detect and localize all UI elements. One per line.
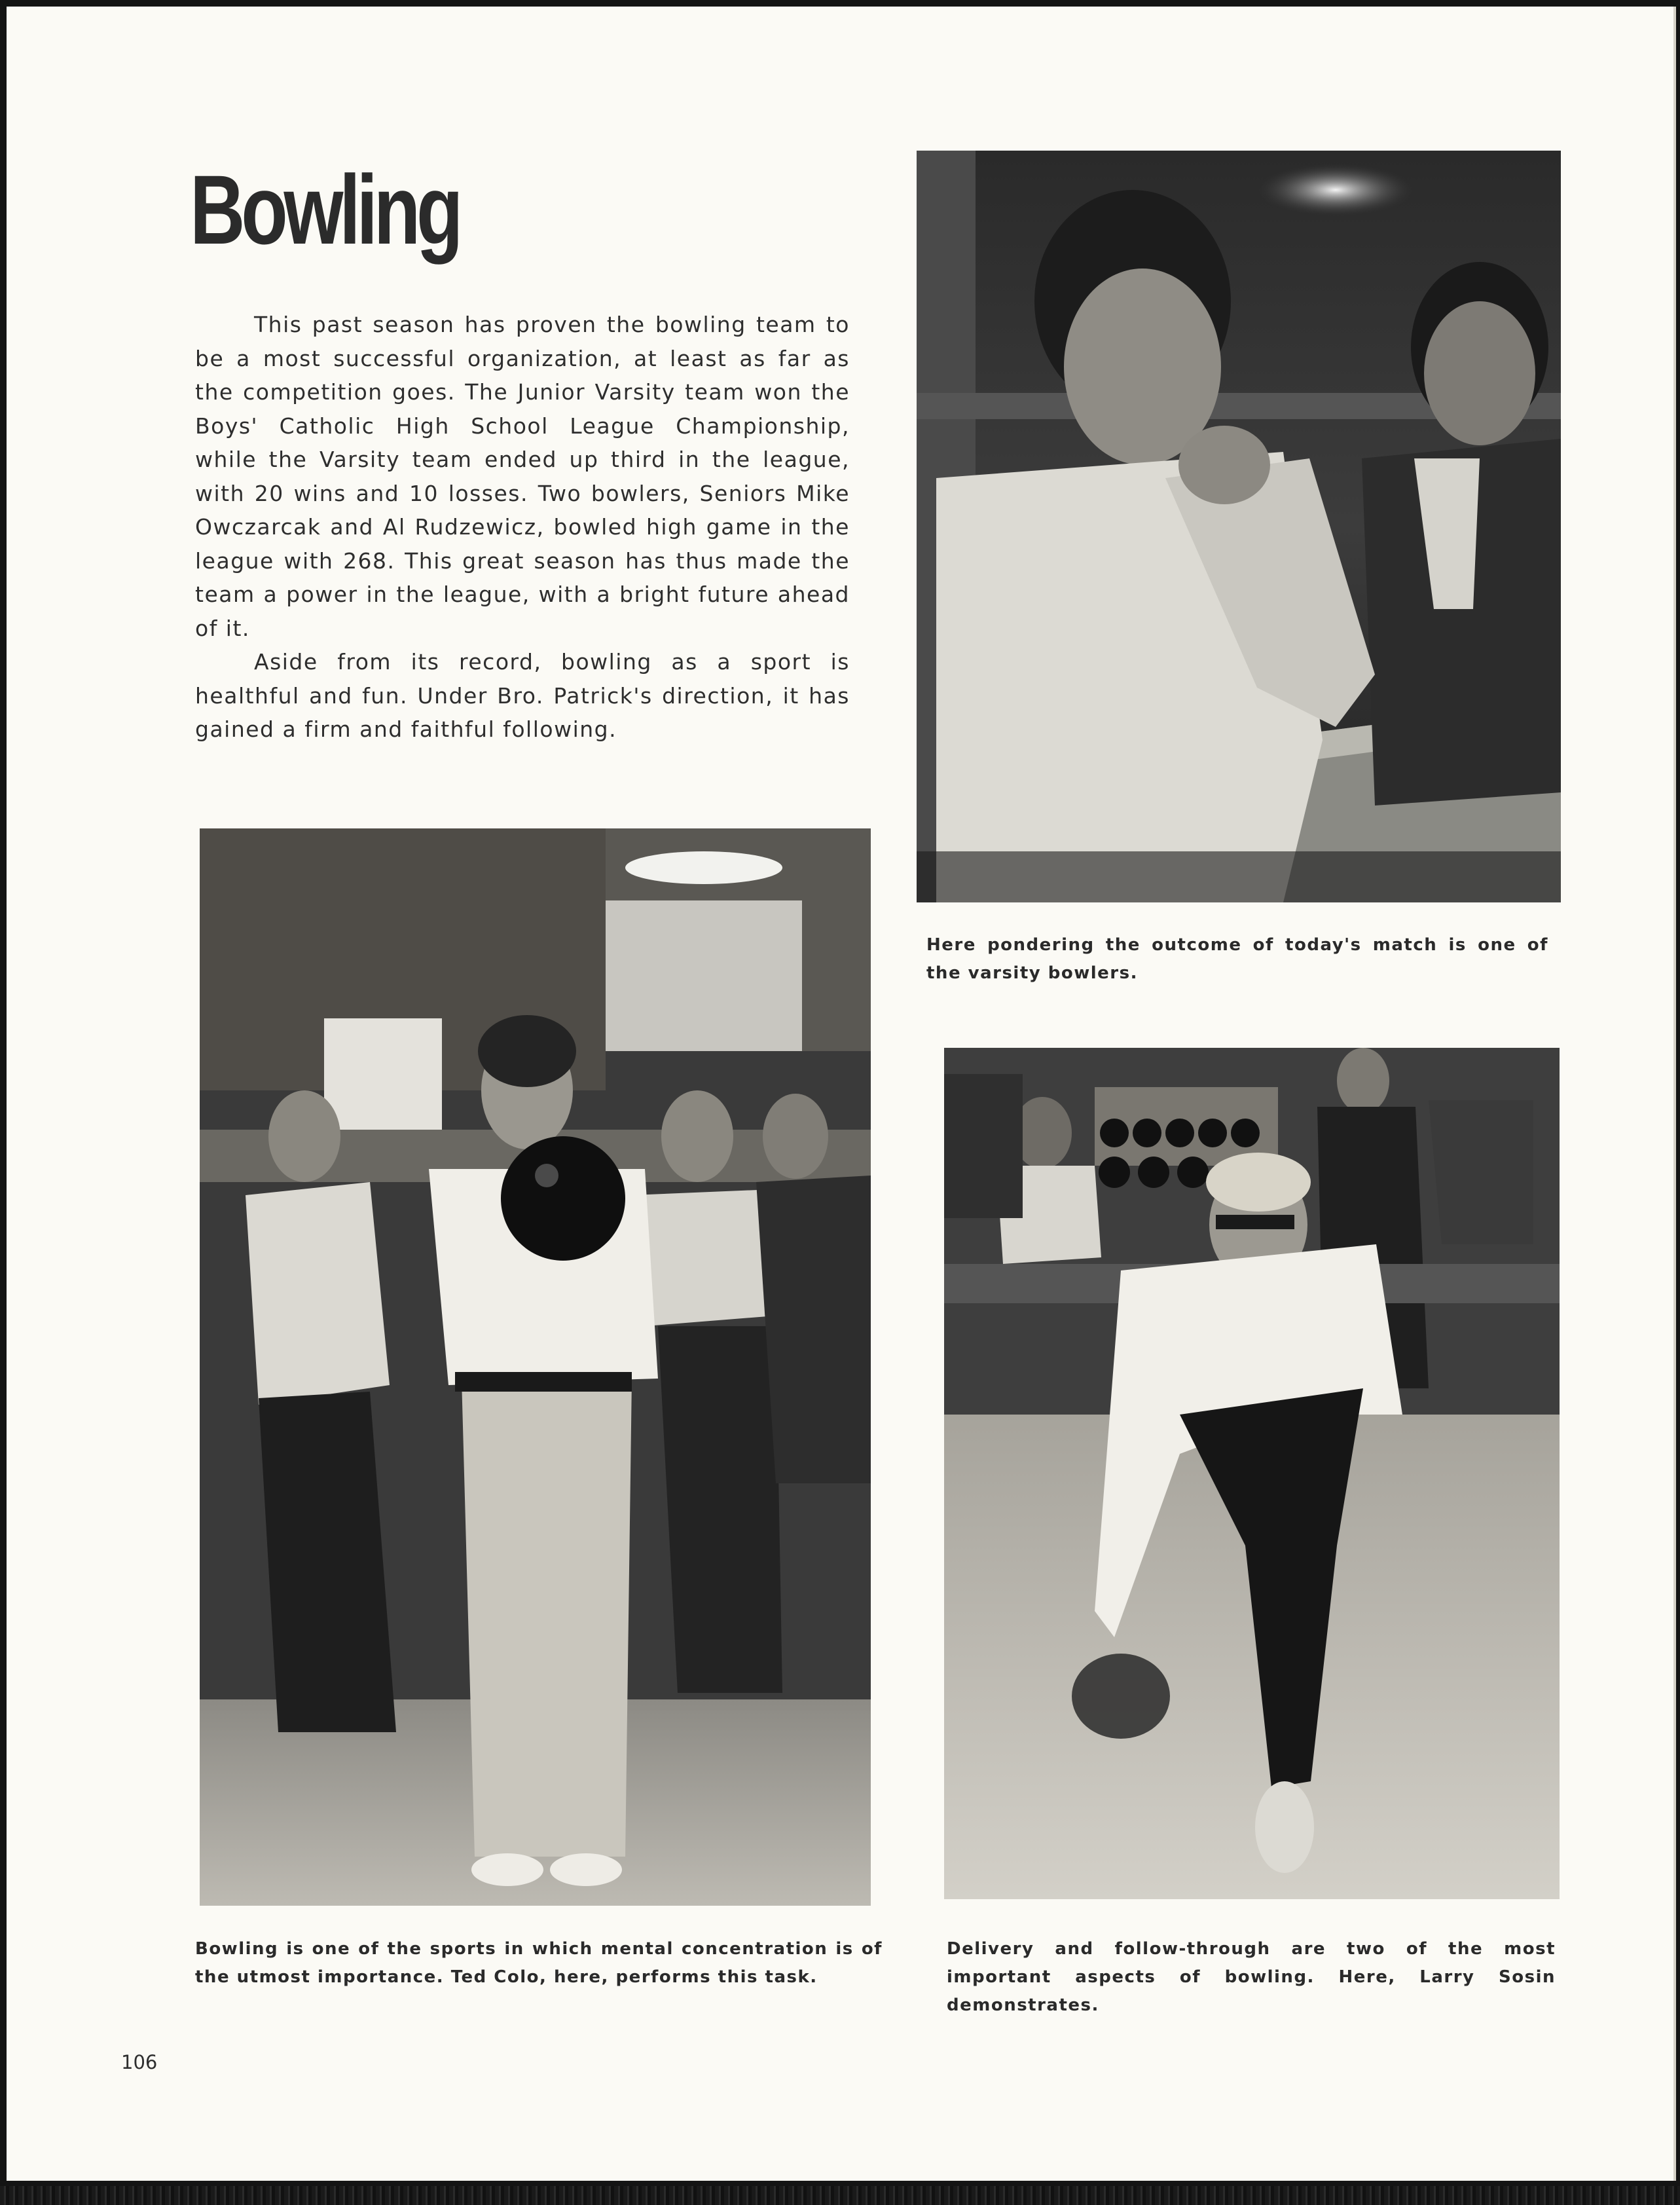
article-body [195,308,850,747]
page-number: 106 [121,2051,158,2073]
photo-ted-colo-image [200,828,871,1906]
caption-varsity-bowler: Here pondering the outcome of today's match is one of the varsity bowlers. [926,935,1548,983]
photo-varsity-bowler [917,151,1561,902]
article-paragraph: Aside from its record, bowling as a sport is healthful and fun. Under Bro. Patrick's direction, it has gained a firm and faithful following. [195,649,850,742]
scan-edge [0,2186,1680,2205]
caption-larry-sosin: Delivery and follow-through are two of the most important aspects of bowling. Here, Larry Sosin demonstrates. [947,1939,1556,2015]
photo-varsity-bowler-image [917,151,1561,902]
photo-ted-colo [200,828,871,1906]
photo-larry-sosin-image [944,1048,1560,1899]
page-title: Bowling [190,155,460,265]
article-paragraph: This past season has proven the bowling team to be a most successful organization, at least as far as the competition goes. The Junior Varsity team won the Boys' Catholic High School League Championship, while the Varsity team ended up third in the league, with 20 wins and 10 losses. Two bowlers, Seniors Mike Owczarcak and Al Rudzewicz, bowled high game in the league with 268. This great season has thus made the team a power in the league, with a bright future ahead of it. [195,312,850,641]
photo-larry-sosin [944,1048,1560,1899]
caption-ted-colo: Bowling is one of the sports in which mental concentration is of the utmost importance. Ted Colo, here, performs this task. [195,1939,883,1987]
